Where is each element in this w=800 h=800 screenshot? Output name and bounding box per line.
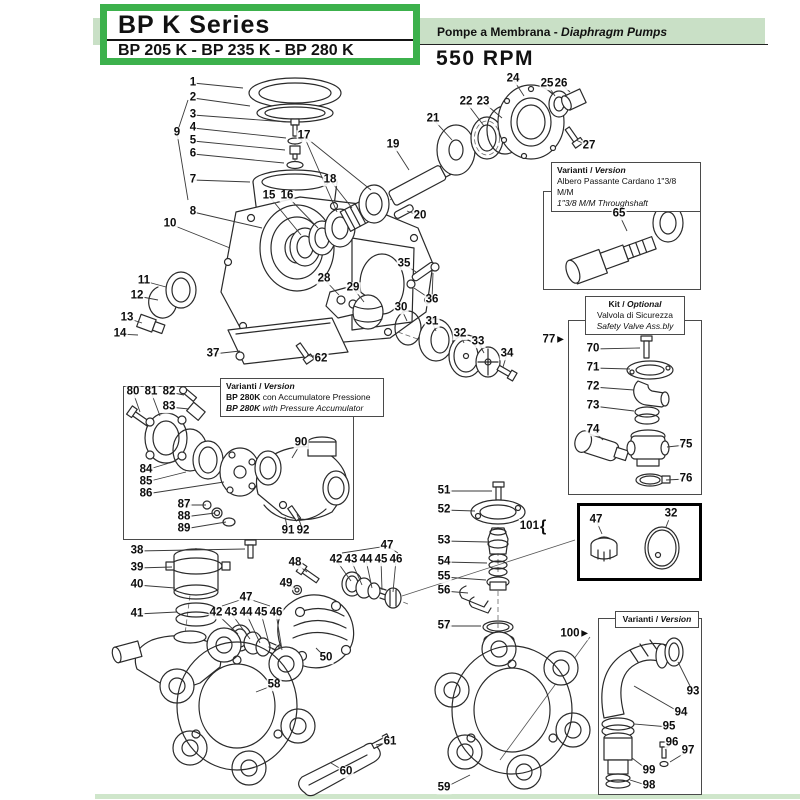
part-label-45: 45 (374, 553, 388, 566)
part-label-81: 81 (144, 385, 158, 398)
part-label-98: 98 (642, 779, 656, 792)
throughshaft-line2: 1"3/8 M/M Throughshaft (557, 198, 648, 209)
part-label-90: 90 (294, 436, 308, 449)
part-label-26: 26 (554, 77, 568, 90)
part-label-4: 4 (189, 121, 197, 134)
part-label-60: 60 (339, 765, 353, 778)
bottom-variant-tab (615, 611, 699, 628)
part-label-56: 56 (437, 584, 451, 597)
part-label-101: 101{ (519, 518, 547, 535)
part-label-74: 74 (586, 423, 600, 436)
throughshaft-variant-tab (551, 162, 701, 212)
part-label-8: 8 (189, 205, 197, 218)
part-label-83: 83 (162, 400, 176, 413)
part-label-50: 50 (319, 651, 333, 664)
part-label-29: 29 (346, 281, 360, 294)
part-label-47: 47 (589, 513, 603, 526)
part-label-36: 36 (425, 293, 439, 306)
part-label-43: 43 (224, 606, 238, 619)
bp280k-line2-model: BP 280K (226, 403, 261, 414)
part-label-19: 19 (386, 138, 400, 151)
part-label-43: 43 (344, 553, 358, 566)
part-label-13: 13 (120, 311, 134, 324)
model-list: BP 205 K - BP 235 K - BP 280 K (118, 42, 354, 59)
part-label-77: 77 ▶ (542, 333, 564, 346)
part-label-5: 5 (189, 134, 197, 147)
part-label-18: 18 (323, 173, 337, 186)
part-label-88: 88 (177, 510, 191, 523)
part-label-99: 99 (642, 764, 656, 777)
part-label-53: 53 (437, 534, 451, 547)
part-label-23: 23 (476, 95, 490, 108)
safety-valve-kit-tab (585, 296, 685, 335)
part-label-17: 17 (297, 129, 311, 142)
part-label-22: 22 (459, 95, 473, 108)
kit-tab-title-it: Kit / (608, 299, 627, 309)
part-label-80: 80 (126, 385, 140, 398)
part-label-28: 28 (317, 272, 331, 285)
part-label-76: 76 (679, 472, 693, 485)
part-label-95: 95 (662, 720, 676, 733)
bp280k-variant-tab (220, 378, 384, 417)
part-label-16: 16 (280, 189, 294, 202)
rpm-value: 550 RPM (436, 47, 535, 70)
part-label-73: 73 (586, 399, 600, 412)
part-label-38: 38 (130, 544, 144, 557)
part-label-46: 46 (269, 606, 283, 619)
part-label-47: 47 (239, 591, 253, 604)
part-label-24: 24 (506, 72, 520, 85)
part-label-57: 57 (437, 619, 451, 632)
part-label-65: 65 (612, 207, 626, 220)
part-label-42: 42 (329, 553, 343, 566)
part-label-15: 15 (262, 189, 276, 202)
part-label-85: 85 (139, 475, 153, 488)
part-label-49: 49 (279, 577, 293, 590)
page-title: BP K Series (118, 11, 271, 39)
subtitle-italian: Pompe a Membrana - (437, 25, 562, 39)
part-label-91: 91 (281, 524, 295, 537)
part-label-25: 25 (540, 77, 554, 90)
part-label-94: 94 (674, 706, 688, 719)
part-label-41: 41 (130, 607, 144, 620)
part-label-75: 75 (679, 438, 693, 451)
pointer-arrow-icon: ▶ (581, 628, 588, 638)
part-label-93: 93 (686, 685, 700, 698)
part-label-40: 40 (130, 578, 144, 591)
part-label-32: 32 (664, 507, 678, 520)
bottom-tab-title-en: Version (660, 614, 692, 624)
part-label-72: 72 (586, 380, 600, 393)
part-label-11: 11 (137, 274, 151, 287)
pointer-arrow-icon: ▶ (557, 334, 564, 344)
variant-tab-title-it: Varianti / (557, 165, 595, 175)
bottom-tab-title-it: Varianti / (622, 614, 661, 624)
part-label-97: 97 (681, 744, 695, 757)
part-label-100: 100 ▶ (560, 627, 588, 640)
part-label-46: 46 (389, 553, 403, 566)
part-label-34: 34 (500, 347, 514, 360)
part-label-31: 31 (425, 315, 439, 328)
kit-line1: Valvola di Sicurezza (597, 310, 673, 321)
part-label-48: 48 (288, 556, 302, 569)
part-label-37: 37 (206, 347, 220, 360)
part-label-9: 9 (173, 126, 181, 139)
part-label-42: 42 (209, 606, 223, 619)
part-label-30: 30 (394, 301, 408, 314)
part-label-1: 1 (189, 76, 197, 89)
part-label-86: 86 (139, 487, 153, 500)
part-label-87: 87 (177, 498, 191, 511)
part-label-89: 89 (177, 522, 191, 535)
part-label-61: 61 (383, 735, 397, 748)
part-label-96: 96 (665, 736, 679, 749)
part-label-70: 70 (586, 342, 600, 355)
part-label-62: 62 (314, 352, 328, 365)
part-label-47: 47 (380, 539, 394, 552)
part-label-21: 21 (426, 112, 440, 125)
part-label-71: 71 (586, 361, 600, 374)
part-label-44: 44 (239, 606, 253, 619)
part-label-54: 54 (437, 555, 451, 568)
part-label-45: 45 (254, 606, 268, 619)
part-label-52: 52 (437, 503, 451, 516)
part-label-35: 35 (397, 257, 411, 270)
bp280k-line1-text: con Accumulatore Pressione (260, 392, 371, 403)
part-label-6: 6 (189, 147, 197, 160)
part-label-7: 7 (189, 173, 197, 186)
throughshaft-line1: Albero Passante Cardano 1"3/8 M/M (557, 176, 677, 198)
part-label-20: 20 (413, 209, 427, 222)
bp280k-line1-model: BP 280K (226, 392, 261, 403)
part-label-10: 10 (163, 217, 177, 230)
part-label-51: 51 (437, 484, 451, 497)
kit-tab-title-en: Optional (626, 299, 662, 309)
subtitle-english: Diaphragm Pumps (561, 25, 668, 39)
part-label-3: 3 (189, 108, 197, 121)
part-label-14: 14 (113, 327, 127, 340)
bp280k-line2-text: with Pressure Accumulator (260, 403, 364, 414)
bp280k-tab-title-en: Version (263, 381, 295, 391)
part-label-82: 82 (162, 385, 176, 398)
part-label-27: 27 (582, 139, 596, 152)
part-label-33: 33 (471, 335, 485, 348)
part-label-44: 44 (359, 553, 373, 566)
part-label-32: 32 (453, 327, 467, 340)
bp280k-tab-title-it: Varianti / (226, 381, 264, 391)
part-label-55: 55 (437, 570, 451, 583)
part-label-12: 12 (130, 289, 144, 302)
part-label-84: 84 (139, 463, 153, 476)
part-label-92: 92 (296, 524, 310, 537)
variant-tab-title-en: Version (594, 165, 626, 175)
part-label-2: 2 (189, 91, 197, 104)
part-label-58: 58 (267, 678, 281, 691)
pointer-brace-icon: { (539, 518, 547, 535)
kit-line2: Safety Valve Ass.bly (596, 321, 674, 332)
part-label-59: 59 (437, 781, 451, 794)
part-label-39: 39 (130, 561, 144, 574)
